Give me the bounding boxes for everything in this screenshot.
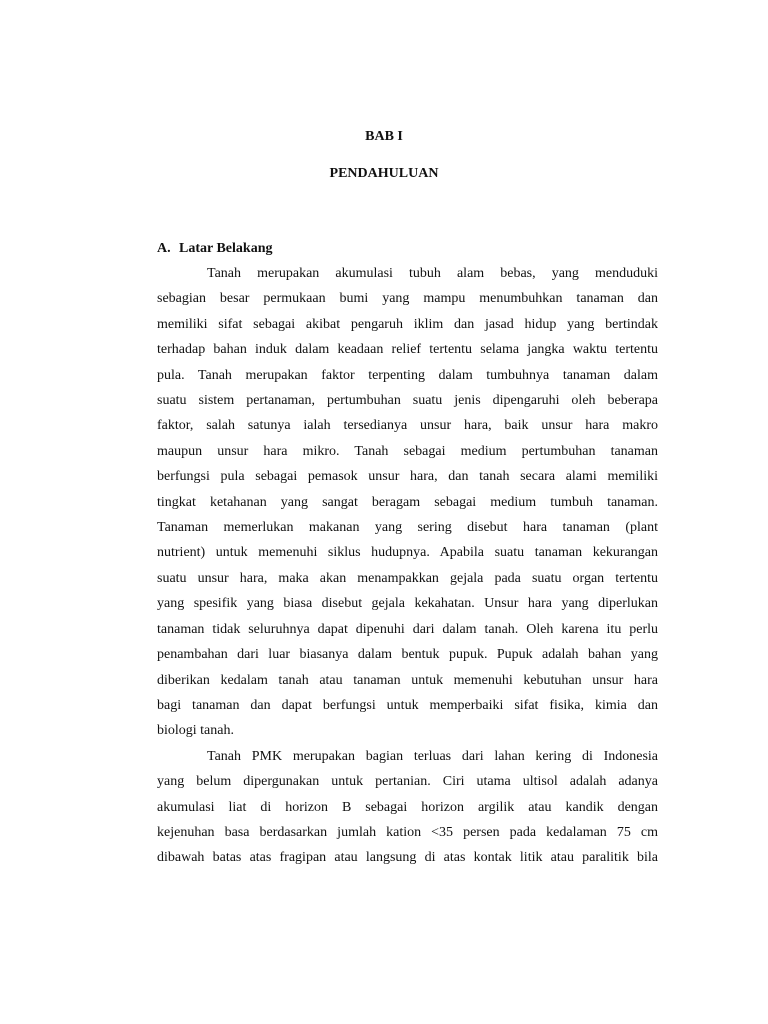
text-line: memiliki sifat sebagai akibat pengaruh iklim dan jasad hidup yang bertindak	[157, 316, 658, 332]
text-line: suatu sistem pertanaman, pertumbuhan suatu jenis dipengaruhi oleh beberapa	[157, 393, 658, 409]
section-heading	[157, 240, 272, 258]
text-line: dibawah batas atas fragipan atau langsung di atas kontak litik atau paralitik bila	[157, 850, 658, 866]
text-line: yang spesifik yang biasa disebut gejala kekahatan. Unsur hara yang diperlukan	[157, 596, 658, 612]
text-line: penambahan dari luar biasanya dalam bentuk pupuk. Pupuk adalah bahan yang	[157, 647, 658, 663]
section-title: Latar Belakang	[179, 241, 273, 256]
text-line: nutrient) untuk memenuhi siklus hudupnya. Apabila suatu tanaman kekurangan	[157, 545, 658, 561]
text-line: Tanah PMK merupakan bagian terluas dari lahan kering di Indonesia	[207, 748, 658, 764]
chapter-number: BAB I	[365, 129, 403, 144]
text-line: bagi tanaman dan dapat berfungsi untuk memperbaiki sifat fisika, kimia dan	[157, 697, 658, 713]
chapter-title: PENDAHULUAN	[329, 166, 439, 181]
text-line: suatu unsur hara, maka akan menampakkan gejala pada suatu organ tertentu	[157, 570, 658, 586]
text-line: yang belum dipergunakan untuk pertanian. Ciri utama ultisol adalah adanya	[157, 774, 658, 790]
text-line: biologi tanah.	[157, 723, 234, 739]
paragraph-2	[157, 744, 658, 871]
text-line: faktor, salah satunya ialah tersedianya unsur hara, baik unsur hara makro	[157, 418, 658, 434]
body-text	[157, 261, 658, 871]
text-line: akumulasi liat di horizon B sebagai horizon argilik atau kandik dengan	[157, 799, 658, 815]
text-line: Tanah merupakan akumulasi tubuh alam bebas, yang menduduki	[207, 266, 658, 281]
text-line: terhadap bahan induk dalam keadaan relief tertentu selama jangka waktu tertentu	[157, 342, 658, 358]
text-line: kejenuhan basa berdasarkan jumlah kation <35 persen pada kedalaman 75 cm	[157, 824, 658, 840]
text-line: tanaman tidak seluruhnya dapat dipenuhi dari dalam tanah. Oleh karena itu perlu	[157, 621, 658, 637]
text-line: Tanaman memerlukan makanan yang sering disebut hara tanaman (plant	[157, 520, 658, 536]
text-line: maupun unsur hara mikro. Tanah sebagai medium pertumbuhan tanaman	[157, 443, 658, 459]
text-line: pula. Tanah merupakan faktor terpenting dalam tumbuhnya tanaman dalam	[157, 367, 658, 383]
text-line: tingkat ketahanan yang sangat beragam sebagai medium tumbuh tanaman.	[157, 494, 658, 510]
text-line: diberikan kedalam tanah atau tanaman untuk memenuhi kebutuhan unsur hara	[157, 672, 658, 688]
paragraph-1	[157, 261, 658, 744]
text-line: sebagian besar permukaan bumi yang mampu menumbuhkan tanaman dan	[157, 291, 658, 307]
text-line: berfungsi pula sebagai pemasok unsur hara, dan tanah secara alami memiliki	[157, 469, 658, 485]
section-letter: A.	[157, 241, 171, 256]
